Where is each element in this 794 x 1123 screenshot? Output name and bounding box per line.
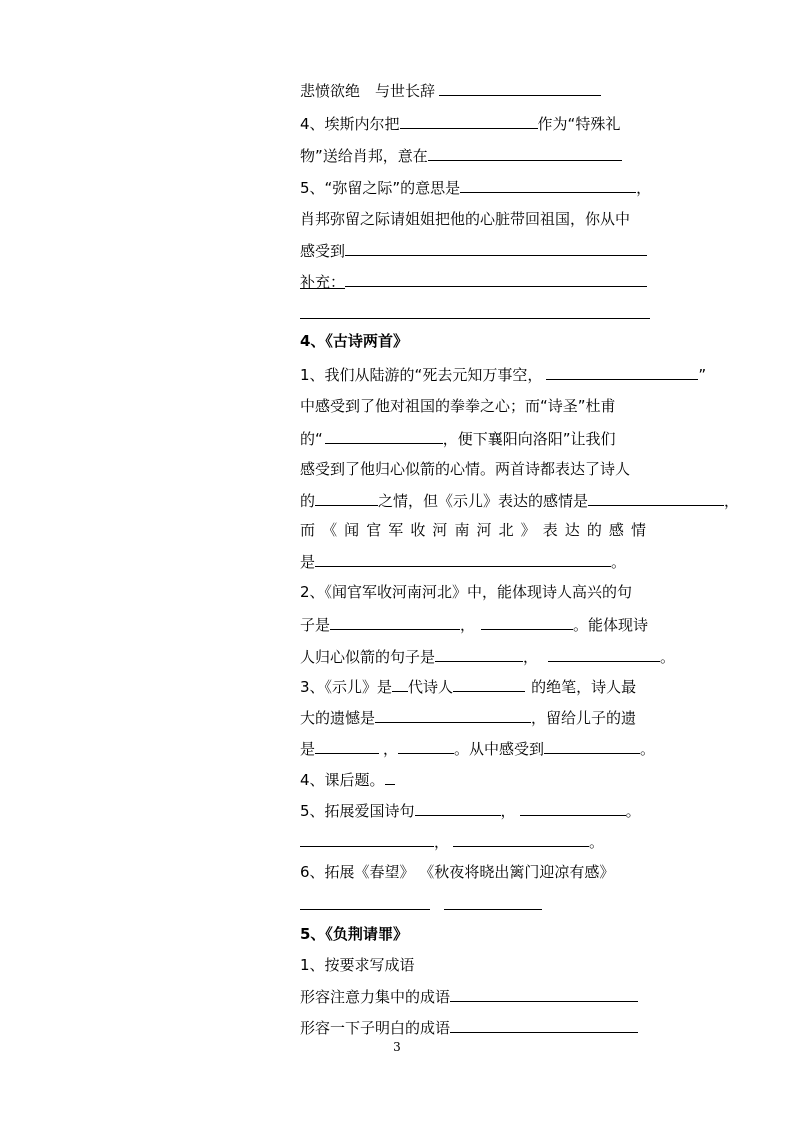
question-text: 1、我们从陆游的“死去元知万事空， (300, 366, 543, 384)
poem-question-5-line-1 (300, 800, 641, 820)
poem-question-1-line-1 (300, 364, 706, 384)
answer-blank[interactable] (588, 490, 724, 506)
answer-blank[interactable] (548, 646, 660, 662)
spaced-char: 官 (366, 521, 382, 539)
question-5-line-3 (300, 240, 647, 260)
answer-blank[interactable] (546, 364, 698, 380)
question-text: 代诗人 (408, 678, 454, 696)
answer-blank[interactable] (520, 800, 626, 816)
poem-question-1-line-2 (300, 396, 616, 416)
question-text: 的 (300, 492, 316, 510)
answer-blank[interactable] (428, 145, 622, 161)
question-text: 形容一下子明白的成语 (300, 1019, 451, 1037)
punctuation: ， (383, 740, 399, 758)
question-text: 是 (300, 740, 316, 758)
spaced-char: 北 (498, 521, 514, 539)
spaced-char: 的 (586, 521, 602, 539)
question-text: 肖邦弥留之际请姐姐把他的心脏带回祖国，你从中 (300, 210, 631, 228)
answer-blank[interactable] (330, 614, 460, 630)
question-5-line-2 (300, 209, 630, 229)
punctuation: 。 (611, 553, 627, 571)
spaced-char: 闻 (344, 521, 360, 539)
punctuation: ， (434, 833, 450, 851)
punctuation: ” (698, 366, 707, 384)
punctuation: 。 (625, 802, 641, 820)
question-text: 大的遗憾是 (300, 709, 376, 727)
punctuation: ， (724, 492, 740, 510)
poem-question-1-line-3 (300, 428, 616, 448)
spaced-char: 河 (432, 521, 448, 539)
question-text: 之情，但《示儿》表达的感情是 (378, 492, 589, 510)
answer-rule[interactable] (300, 909, 430, 910)
answer-blank[interactable] (315, 738, 379, 754)
answer-blank[interactable] (544, 738, 640, 754)
answer-blank[interactable] (392, 676, 408, 692)
answer-blank[interactable] (315, 551, 611, 567)
poem-question-2-line-3 (300, 646, 675, 666)
question-text: 。能体现诗 (573, 616, 649, 634)
question-text: 的绝笔，诗人最 (531, 678, 637, 696)
answer-blank[interactable] (481, 614, 573, 630)
answer-blank[interactable] (460, 177, 636, 193)
answer-blank[interactable] (375, 707, 531, 723)
poem-question-2-line-1 (300, 582, 632, 602)
answer-blank[interactable] (398, 738, 454, 754)
punctuation: ， (636, 179, 652, 197)
answer-blank[interactable] (450, 986, 638, 1002)
question-text: 是 (300, 553, 316, 571)
answer-blank[interactable] (400, 113, 538, 129)
supplement-line (300, 271, 647, 291)
idiom-line (300, 80, 601, 100)
section-title (300, 924, 408, 944)
answer-rule[interactable] (444, 909, 542, 910)
poem-question-1-line-7 (300, 551, 626, 571)
answer-rule[interactable] (300, 318, 650, 319)
page-number: 3 (393, 1040, 401, 1054)
question-text: 作为“特殊礼 (537, 115, 621, 133)
question-text: 。从中感受到 (454, 740, 545, 758)
question-text: 4、埃斯内尔把 (300, 115, 400, 133)
answer-blank[interactable] (450, 1017, 638, 1033)
question-text: 5、拓展爱国诗句 (300, 802, 415, 820)
section-title (300, 331, 408, 351)
question-text: 人归心似箭的句子是 (300, 648, 436, 666)
question-text: 感受到了他归心似箭的心情。两首诗都表达了诗人 (300, 460, 631, 478)
question-text: 物”送给肖邦，意在 (300, 147, 428, 165)
punctuation: 。 (640, 740, 656, 758)
story-question-1-line (300, 955, 415, 975)
story-question-1b-line (300, 1017, 638, 1037)
question-text: ，便下襄阳向洛阳”让我们 (442, 430, 616, 448)
poem-question-3-line-3 (300, 738, 655, 758)
spaced-char: 收 (410, 521, 426, 539)
supplement-label: 补充： (300, 273, 346, 291)
answer-blank[interactable] (325, 428, 443, 444)
answer-blank[interactable] (453, 676, 525, 692)
answer-blank[interactable] (415, 800, 501, 816)
spaced-char: 达 (564, 521, 580, 539)
question-4-line-2 (300, 145, 622, 165)
punctuation: 。 (589, 833, 605, 851)
answer-blank[interactable] (453, 831, 589, 847)
answer-blank[interactable] (435, 646, 523, 662)
poem-question-1-line-5 (300, 490, 739, 510)
question-text: 形容注意力集中的成语 (300, 988, 451, 1006)
question-text: 2、《闻官军收河南河北》中，能体现诗人高兴的句 (300, 583, 633, 601)
punctuation: ， (523, 648, 539, 666)
answer-blank[interactable] (345, 240, 647, 256)
question-text: 中感受到了他对祖国的拳拳之心；而“诗圣”杜甫 (300, 397, 616, 415)
answer-blank[interactable] (439, 80, 601, 96)
spaced-char: 军 (388, 521, 404, 539)
question-5-line (300, 177, 651, 197)
question-text: 1、按要求写成语 (300, 956, 415, 974)
spaced-char: 情 (630, 521, 646, 539)
story-question-1a-line (300, 986, 638, 1006)
question-text: 感受到 (300, 242, 346, 260)
spaced-char: 表 (542, 521, 558, 539)
answer-blank[interactable] (385, 769, 395, 785)
answer-blank[interactable] (345, 271, 647, 287)
answer-blank[interactable] (315, 490, 378, 506)
question-text: 的“ (300, 430, 323, 448)
poem-question-1-line-6 (300, 520, 646, 540)
poem-question-3-line-2 (300, 707, 636, 727)
poem-question-5-line-2 (300, 831, 604, 851)
spaced-char: 南 (454, 521, 470, 539)
question-text: 4、课后题。 (300, 771, 385, 789)
poem-question-3-line-1 (300, 676, 636, 696)
question-text: 6、拓展《春望》 《秋夜将晓出篱门迎凉有感》 (300, 863, 615, 881)
spaced-char: 而 (300, 521, 316, 539)
spaced-char: 河 (476, 521, 492, 539)
punctuation: ， (460, 616, 476, 634)
idiom-text: 悲愤欲绝 与世长辞 (300, 82, 436, 100)
answer-blank[interactable] (300, 831, 434, 847)
poem-question-4-line (300, 769, 395, 789)
question-text: 子是 (300, 616, 331, 634)
poem-question-2-line-2 (300, 614, 648, 634)
question-4-line (300, 113, 620, 133)
spaced-char: 感 (608, 521, 624, 539)
spaced-char: 》 (520, 521, 536, 539)
punctuation: ， (500, 802, 516, 820)
question-text: ，留给儿子的遗 (531, 709, 637, 727)
poem-question-1-line-4 (300, 459, 630, 479)
section-title-text: 5、《负荆请罪》 (300, 925, 408, 943)
question-text: 5、“弥留之际”的意思是 (300, 179, 461, 197)
spaced-char: 《 (322, 521, 338, 539)
punctuation: 。 (660, 648, 676, 666)
section-title-text: 4、《古诗两首》 (300, 332, 408, 350)
question-text: 3、《示儿》是 (300, 678, 393, 696)
poem-question-6-line (300, 862, 614, 882)
